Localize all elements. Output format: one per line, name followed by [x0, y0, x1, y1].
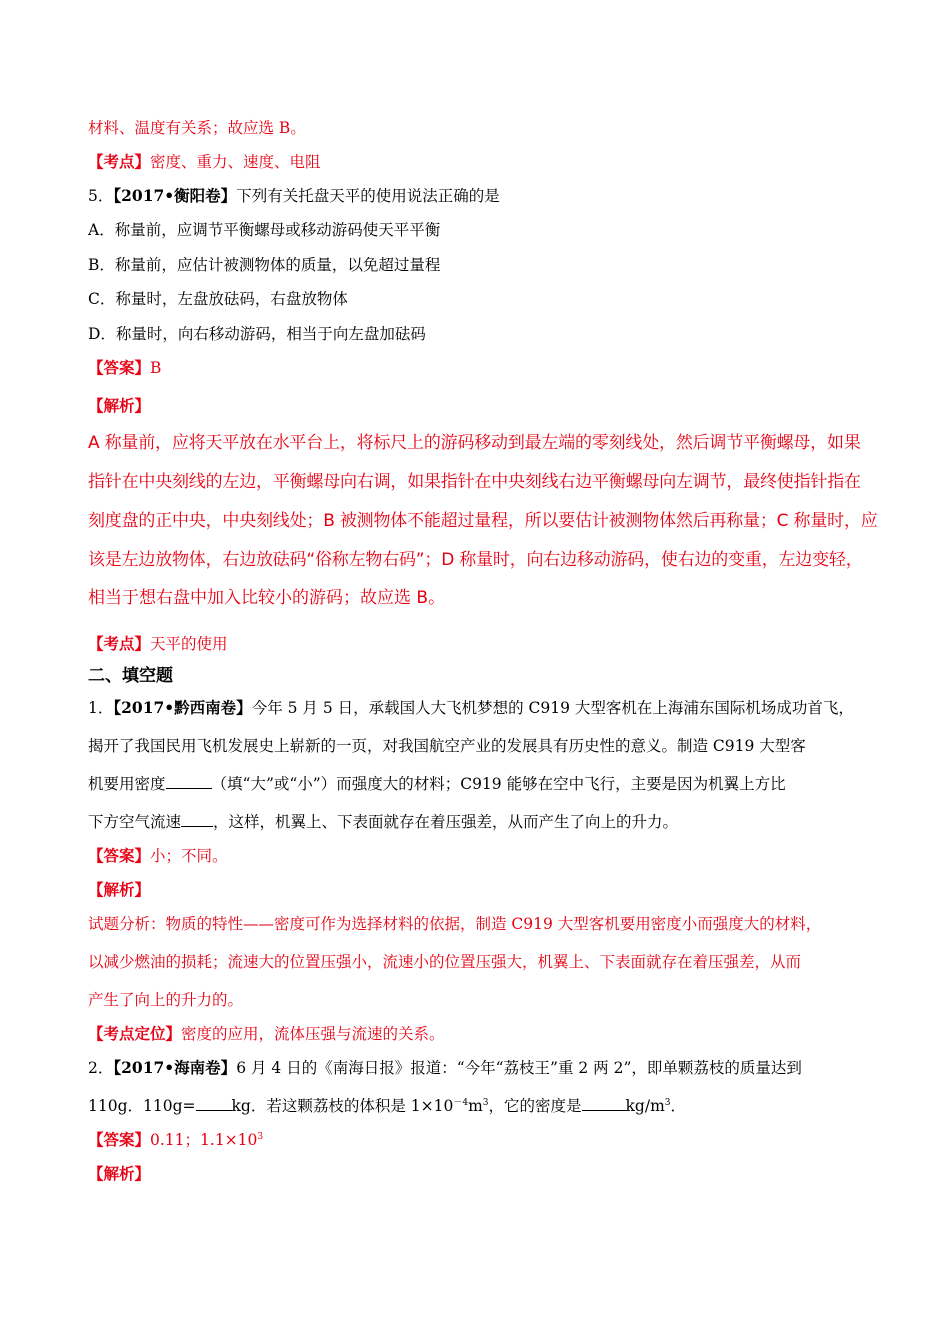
answer-row	[88, 1130, 263, 1150]
answer-tag: 【答案】	[88, 358, 151, 377]
question-text: 今年 5 月 5 日，承载国人大飞机梦想的 C919 大型客机在上海浦东国际机场成功首飞，	[251, 699, 854, 717]
option-b: B．称量前，应估计被测物体的质量，以免超过量程	[88, 256, 441, 274]
kaodian-row	[88, 634, 228, 654]
question-number: 1．	[88, 699, 114, 717]
analysis-line: 相当于想右盘中加入比较小的游码；故应选 B。	[88, 588, 446, 608]
question-5-stem	[88, 186, 500, 206]
kaodian-text: 密度、重力、速度、电阻	[150, 153, 321, 171]
kaodian-row	[88, 1024, 445, 1044]
fill-1-line	[88, 698, 854, 718]
exponent: －4	[453, 1097, 469, 1108]
answer-blank	[196, 1096, 232, 1111]
kaodian-tag: 【考点定位】	[88, 1024, 182, 1043]
kaodian-text: 密度的应用，流体压强与流速的关系。	[181, 1025, 445, 1043]
kaodian-tag: 【考点】	[88, 634, 151, 653]
option-d: D．称量时，向右移动游码，相当于向左盘加砝码	[88, 325, 426, 343]
analysis-line: 该是左边放物体，右边放砝码“俗称左物右码”；D 称量时，向右边移动游码，使右边的变重，左边变轻，	[88, 550, 863, 570]
answer-row	[88, 358, 161, 378]
option-a: A．称量前，应调节平衡螺母或移动游码使天平平衡	[88, 221, 441, 239]
analysis-line: 以减少燃油的损耗；流速大的位置压强小，流速小的位置压强大，机翼上、下表面就存在着压强差，从而	[88, 953, 802, 971]
question-text: 下列有关托盘天平的使用说法正确的是	[236, 187, 500, 205]
kaodian-row	[88, 152, 321, 172]
question-text: 机要用密度	[88, 775, 166, 793]
question-text: 110g．110g=	[88, 1097, 196, 1115]
fill-1-line	[88, 774, 786, 794]
question-number: 2．	[88, 1059, 114, 1077]
kaodian-text: 天平的使用	[150, 635, 228, 653]
question-text: ，这样，机翼上、下表面就存在着压强差，从而产生了向上的升力。	[213, 813, 679, 831]
fill-2-line	[88, 1096, 686, 1116]
question-text: kg/m	[625, 1097, 665, 1115]
analysis-line: 指针在中央刻线的左边，平衡螺母向右调，如果指针在中央刻线右边平衡螺母向左调节，最终使指针指在	[88, 472, 861, 492]
answer-blank	[166, 774, 212, 789]
fill-2-line	[88, 1058, 802, 1078]
analysis-line: A 称量前，应将天平放在水平台上，将标尺上的游码移动到最左端的零刻线处，然后调节平衡螺母，如果	[88, 433, 861, 453]
analysis-heading: 【解析】	[88, 880, 151, 899]
analysis-heading: 【解析】	[88, 396, 151, 415]
analysis-line: 试题分析：物质的特性——密度可作为选择材料的依据，制造 C919 大型客机要用密度小而强度大的材料，	[88, 915, 822, 933]
answer-blank	[582, 1096, 626, 1111]
question-text: m	[468, 1097, 483, 1115]
fill-1-line: 揭开了我国民用飞机发展史上崭新的一页，对我国航空产业的发展具有历史性的意义。制造 C919 大型客	[88, 737, 806, 755]
question-source: 【2017•黔西南卷】	[113, 698, 252, 717]
answer-blank	[181, 812, 213, 827]
analysis-line: 刻度盘的正中央，中央刻线处；B 被测物体不能超过量程，所以要估计被测物体然后再称量；C 称量时，应	[88, 511, 878, 531]
question-text: 6 月 4 日的《南海日报》报道：“今年“荔枝王”重 2 两 2”，即单颗荔枝的质量达到	[236, 1059, 802, 1077]
question-number: 5．	[88, 187, 114, 205]
kaodian-tag: 【考点】	[88, 152, 151, 171]
answer-tag: 【答案】	[88, 1130, 151, 1149]
analysis-line: 产生了向上的升力的。	[88, 991, 244, 1009]
option-c: C．称量时，左盘放砝码，右盘放物体	[88, 290, 348, 308]
fill-1-line	[88, 812, 678, 832]
question-text: （填“大”或“小”）而强度大的材料；C919 能够在空中飞行，主要是因为机翼上方比	[211, 775, 786, 793]
answer-value: B	[150, 359, 162, 377]
exponent: 3	[257, 1131, 264, 1142]
continuation-text: 材料、温度有关系；故应选 B。	[88, 119, 306, 137]
exponent: 3	[664, 1097, 671, 1108]
question-source: 【2017•海南卷】	[113, 1058, 237, 1077]
answer-value: 小；不同。	[150, 847, 228, 865]
answer-value: 0.11；1.1×10	[150, 1131, 258, 1149]
answer-row	[88, 846, 228, 866]
question-text: kg．若这颗荔枝的体积是 1×10	[231, 1097, 454, 1115]
question-text: ，它的密度是	[488, 1097, 582, 1115]
analysis-heading: 【解析】	[88, 1164, 151, 1183]
question-text: ．	[670, 1097, 687, 1115]
question-source: 【2017•衡阳卷】	[113, 186, 237, 205]
section-title: 二、填空题	[88, 666, 173, 686]
exponent: 3	[482, 1097, 489, 1108]
answer-tag: 【答案】	[88, 846, 151, 865]
question-text: 下方空气流速	[88, 813, 182, 831]
